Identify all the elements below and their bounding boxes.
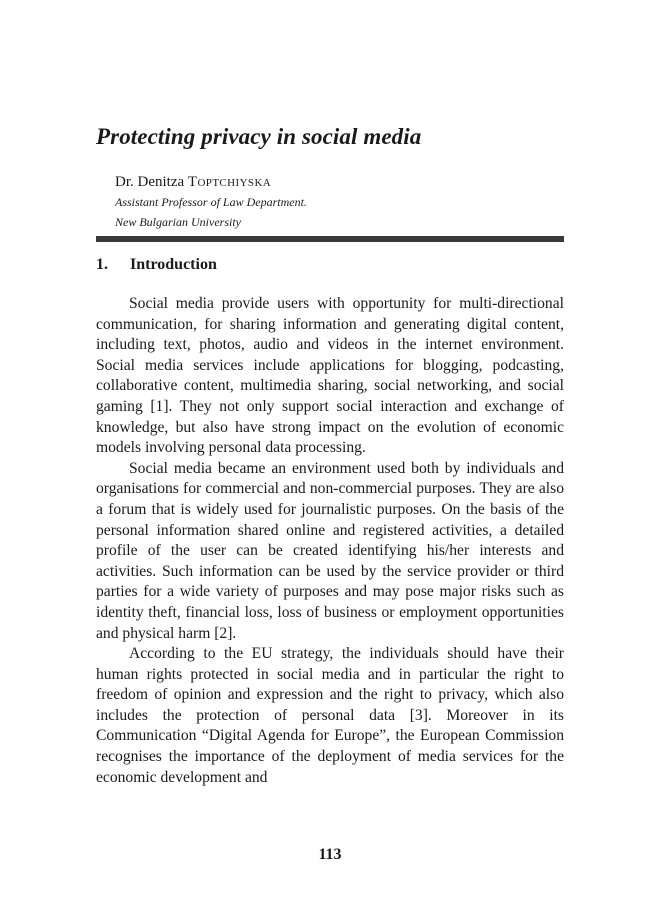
section-number: 1. xyxy=(96,256,108,273)
section-heading xyxy=(96,256,217,274)
author-name xyxy=(115,173,307,192)
paragraph: Social media provide users with opportunity for multi-directional communication, for sharing information and generating digital content, including text, photos, audio and videos in the internet environment. Social media services include applications for blogging, podcasting, collaborative content, multimedia sharing, social networking, and social gaming [1]. They not only support social interaction and exchange of knowledge, but also have strong impact on the evolution of economic models involving personal data processing. xyxy=(96,295,564,457)
section-title: Introduction xyxy=(130,256,217,273)
paragraph: According to the EU strategy, the individuals should have their human rights protected in social media and in particular the right to freedom of opinion and expression and the right to privacy, which also includes the protection of personal data [3]. Moreover in its Communication “Digital Agenda for Europe”, the European Commission recognises the importance of the deployment of media services for the economic development and xyxy=(96,645,564,786)
page-number: 113 xyxy=(318,846,342,863)
author-block xyxy=(115,173,307,232)
author-name-prefix: Dr. Denitza xyxy=(115,174,188,190)
title-divider xyxy=(96,236,564,242)
paragraph: Social media became an environment used both by individuals and organisations for commercial and non-commercial purposes. They are also a forum that is widely used for journalistic purposes. On the basis of the personal information shared online and registered activities, a detailed profile of the user can be created identifying his/her interests and activities. Such information can be used by the service provider or third parties for a wide variety of purposes and may pose major risks such as identity theft, financial loss, loss of business or employment opportunities and physical harm [2]. xyxy=(96,459,564,642)
author-surname: Toptchiyska xyxy=(187,174,272,190)
paper-title: Protecting privacy in social media xyxy=(96,124,422,149)
body-text xyxy=(96,294,564,788)
author-institution: New Bulgarian University xyxy=(115,215,241,229)
document-page xyxy=(96,0,564,910)
author-position: Assistant Professor of Law Department. xyxy=(115,195,307,209)
